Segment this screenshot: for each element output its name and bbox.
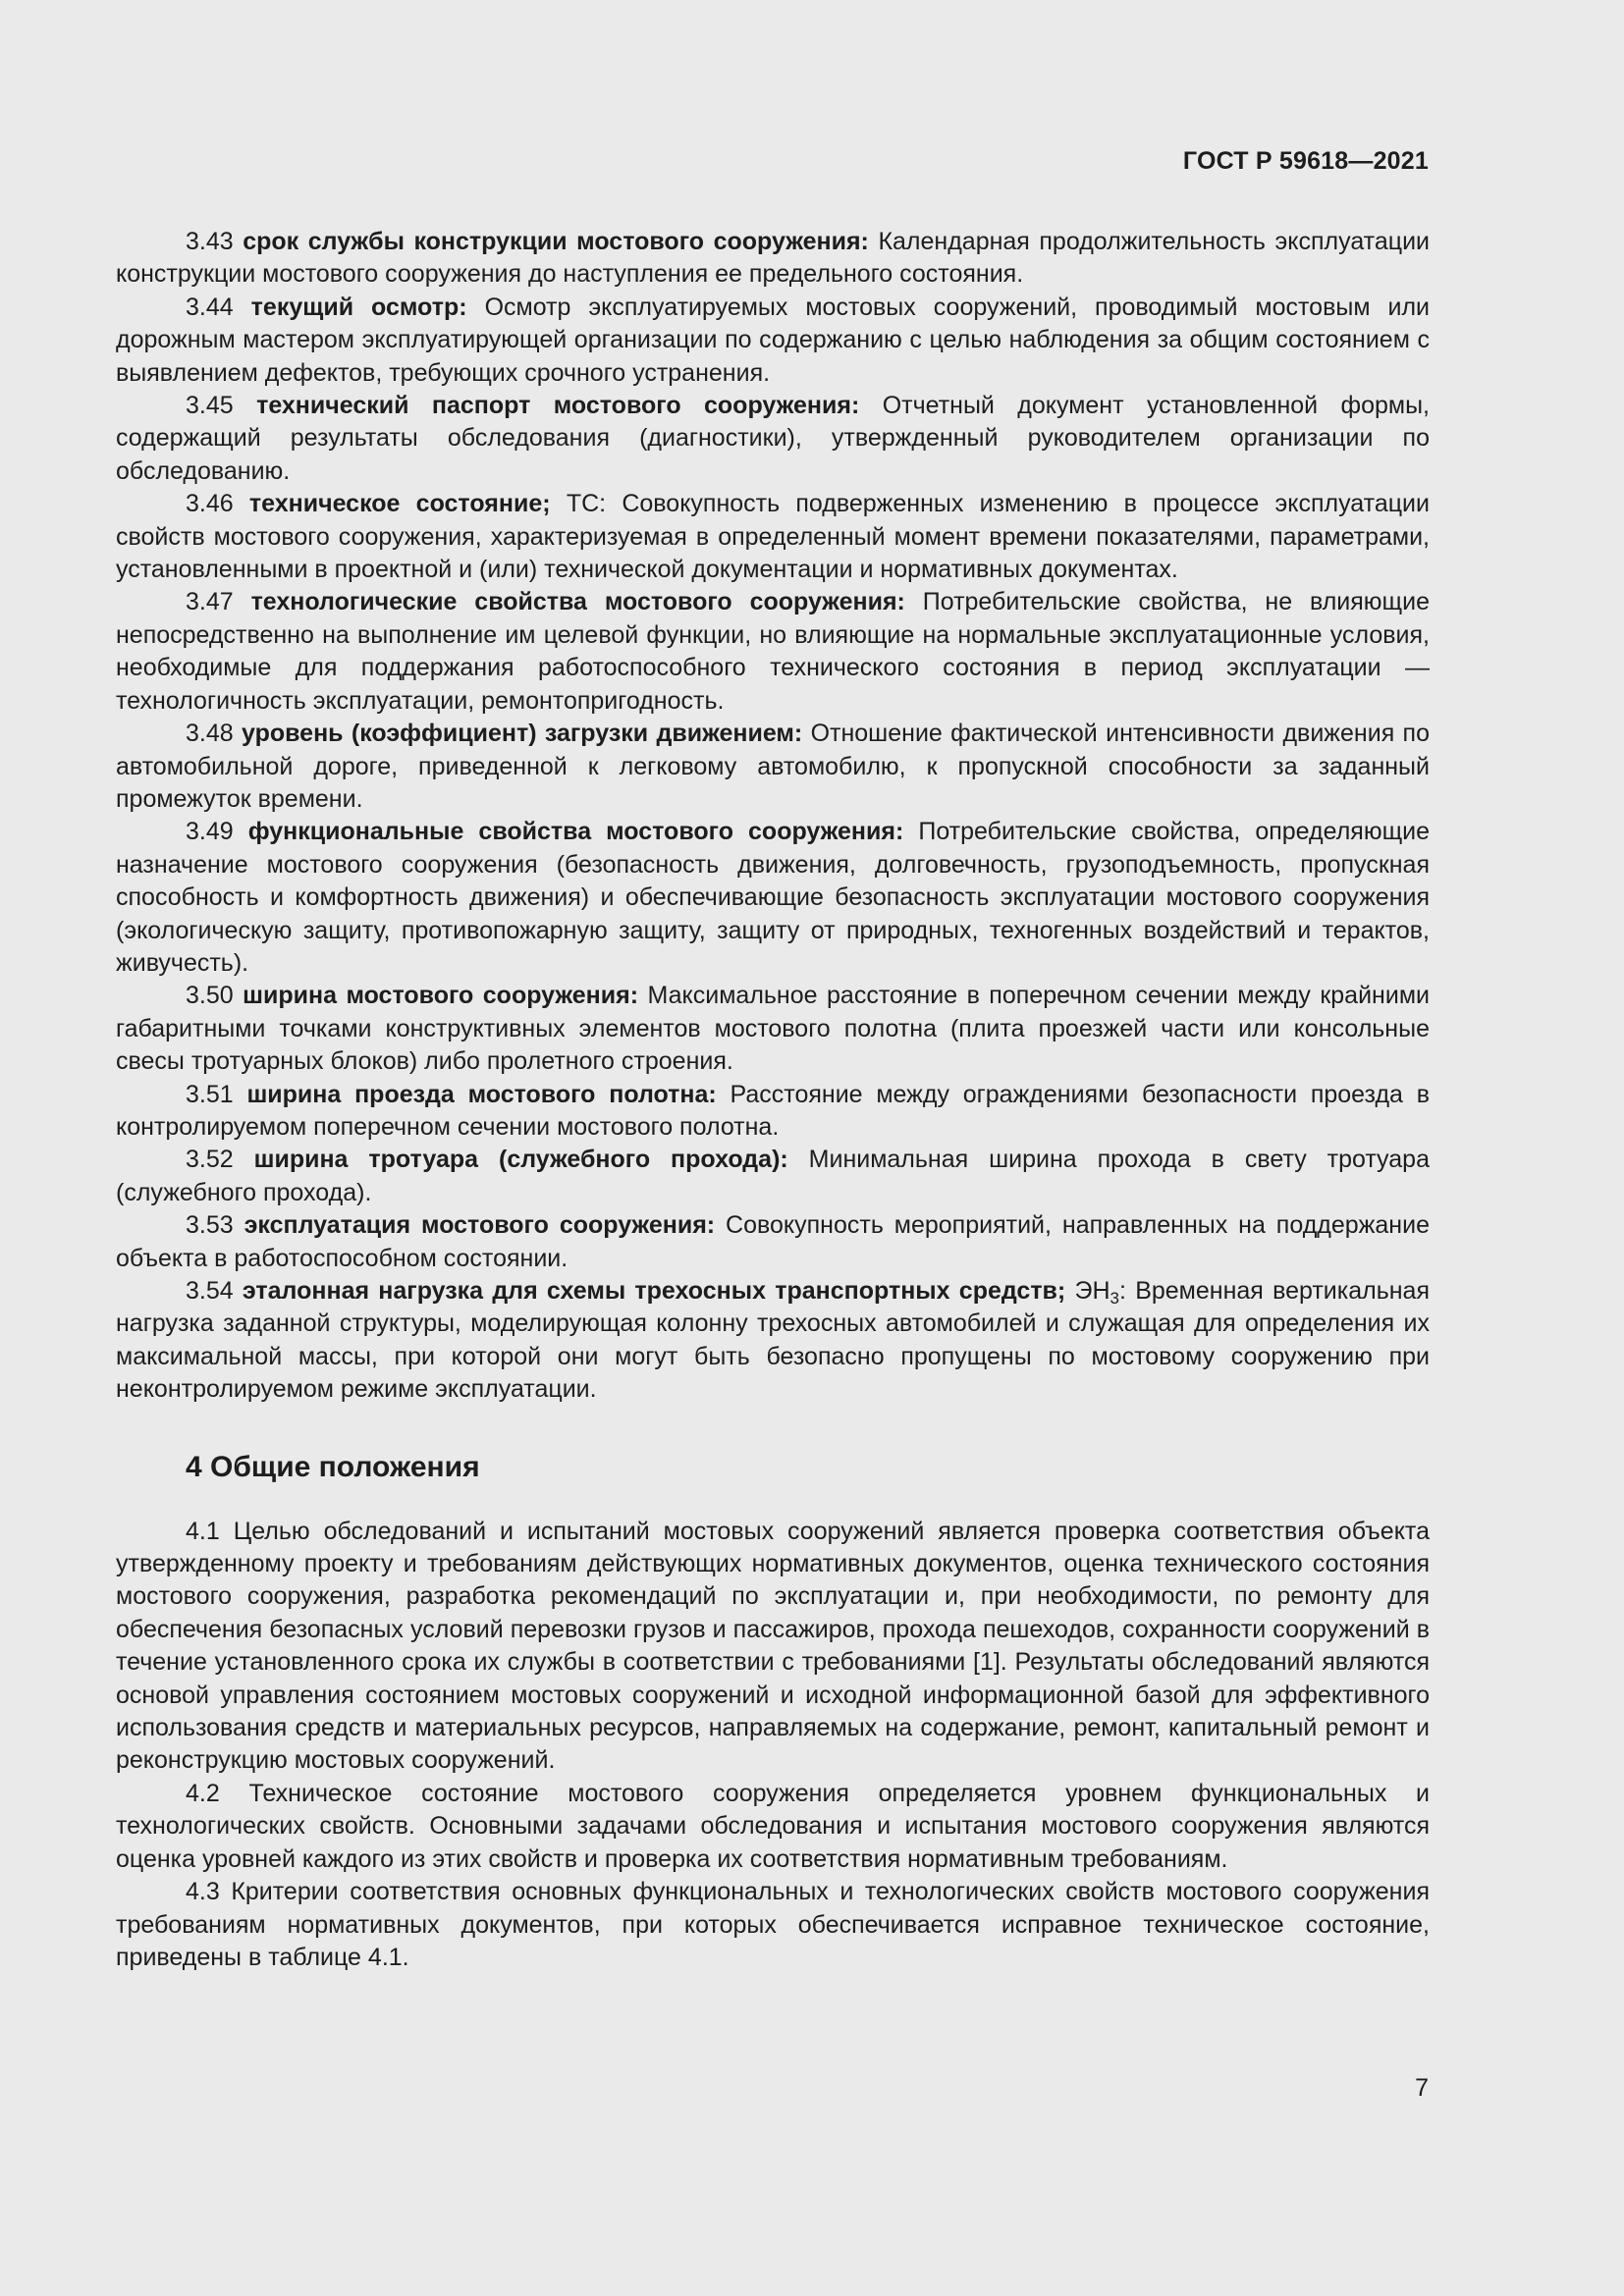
- definition-text: Расстояние между ограждениями безопасности проезда в контролируемом поперечном сечении мостового полотна.: [116, 1080, 1430, 1141]
- definition-term: уровень (коэффициент) загрузки движением:: [242, 720, 803, 748]
- definition-term: технический паспорт мостового сооружения:: [256, 392, 860, 420]
- definition-number: 3.49: [186, 818, 234, 846]
- section-paragraph: 4.2 Техническое состояние мостового сооружения определяется уровнем функциональных и технологических свойств. Основными задачами обследования и испытания мостового сооружения являются оценка уровней каждого из этих свойств и проверка их соответствия нормативным требованиям.: [116, 1779, 1430, 1873]
- definition-number: 3.47: [186, 588, 234, 616]
- definition-term: техническое состояние;: [248, 490, 551, 518]
- definition-text: Потребительские свойства, определяющие назначение мостового сооружения (безопасность движения, долговечность, грузоподъемность, пропускная способность и комфортность движения) и обеспечивающие безопасность эксплуатации мостового сооружения (экологическую защиту, противопожарную защиту, защиту от природных, техногенных воздействий и терактов, живучесть).: [116, 818, 1431, 977]
- definition-text: Максимальное расстояние в поперечном сечении между крайними габаритными точками конструктивных элементов мостового полотна (плита проезжей части или консольные свесы тротуарных блоков) либо пролетного строения.: [116, 982, 1430, 1076]
- definition-number: 3.43: [186, 228, 234, 255]
- definition-item: [116, 718, 1430, 816]
- abbreviation-subscript: 3: [1110, 1289, 1120, 1308]
- section-paragraph: 4.3 Критерии соответствия основных функциональных и технологических свойств мостового сооружения требованиям нормативных документов, при которых обеспечивается исправное техническое состояние, приведены в таблице 4.1.: [116, 1878, 1430, 1971]
- definitions-list: [116, 226, 1430, 1407]
- definition-text: Отчетный документ установленной формы, содержащий результаты обследования (диагностики), утвержденный руководителем организации по обследованию.: [116, 392, 1431, 485]
- definition-term: текущий осмотр:: [250, 293, 467, 321]
- definition-item: [116, 1209, 1430, 1275]
- definition-item: [116, 390, 1430, 488]
- definition-term: срок службы конструкции мостового сооружения:: [243, 228, 869, 255]
- section-paragraph: 4.1 Целью обследований и испытаний мостовых сооружений является проверка соответствия объекта утвержденному проекту и требованиям действующих нормативных документов, оценка технического состояния мостового сооружения, разработка рекомендаций по эксплуатации и, при необходимости, по ремонту для обеспечения безопасных условий перевозки грузов и пассажиров, прохода пешеходов, сохранности сооружений в течение установленного срока их службы в соответствии с требованиями [1]. Результаты обследований являются основой управления состоянием мостовых сооружений и исходной информационной базой для эффективного использования средств и материальных ресурсов, направляемых на содержание, ремонт, капитальный ремонт и реконструкцию мостовых сооружений.: [116, 1517, 1430, 1775]
- definition-text: Осмотр эксплуатируемых мостовых сооружений, проводимый мостовым или дорожным мастером эксплуатирующей организации по содержанию с целью наблюдения за общим состоянием с выявлением дефектов, требующих срочного устранения.: [116, 293, 1431, 387]
- definition-number: 3.51: [186, 1080, 234, 1108]
- definition-text: Совокупность мероприятий, направленных на поддержание объекта в работоспособном состоянии.: [116, 1211, 1430, 1272]
- section-title: 4 Общие положения: [186, 1450, 480, 1483]
- definition-text: Отношение фактической интенсивности движения по автомобильной дороге, приведенной к легковому автомобилю, к пропускной способности за заданный промежуток времени.: [116, 720, 1430, 813]
- definition-item: [116, 1079, 1430, 1145]
- definition-item: 3.54 эталонная нагрузка для схемы трехосных транспортных средств; $ЭН_3$: Временная вертикальная нагрузка заданной структуры, моделирующая колонну трехосных автомобилей и служащая для определения их максимальной массы, при которой они могут быть безопасно пропущены по мостовому сооружению при неконтролируемом режиме эксплуатации.: [116, 1277, 1430, 1404]
- definition-item: [116, 980, 1430, 1078]
- definition-text: Совокупность подверженных изменению в процессе эксплуатации свойств мостового сооружения, характеризуемая в определенный момент времени показателями, параметрами, установленными в проектной и (или) технической документации и нормативных документах.: [116, 490, 1430, 584]
- definition-number: 3.52: [186, 1146, 234, 1174]
- definition-text: Календарная продолжительность эксплуатации конструкции мостового сооружения до наступления ее предельного состояния.: [116, 228, 1430, 289]
- definition-item: [116, 226, 1430, 292]
- page-number: 7: [1415, 2074, 1429, 2102]
- definition-item: [116, 1144, 1430, 1209]
- section-body: [116, 1516, 1430, 1975]
- definition-number: 3.48: [186, 720, 234, 748]
- definition-term: эксплуатация мостового сооружения:: [244, 1211, 716, 1240]
- definition-term: технологические свойства мостового сооружения:: [250, 588, 905, 616]
- definition-term: ширина тротуара (служебного прохода):: [253, 1146, 788, 1174]
- definition-number: 3.50: [186, 982, 234, 1010]
- definition-term: ширина мостового сооружения:: [243, 982, 639, 1010]
- definition-text: Минимальная ширина прохода в свету тротуара (служебного прохода).: [116, 1146, 1430, 1206]
- page-content: [116, 226, 1430, 1974]
- definition-number: 3.54: [186, 1277, 234, 1305]
- definition-item: [116, 292, 1430, 390]
- definition-term: эталонная нагрузка для схемы трехосных транспортных средств;: [242, 1277, 1066, 1305]
- definition-number: 3.44: [186, 293, 234, 321]
- definition-text: Временная вертикальная нагрузка заданной структуры, моделирующая колонну трехосных автомобилей и служащая для определения их максимальной массы, при которой они могут быть безопасно пропущены по мостовому сооружению при неконтролируемом режиме эксплуатации.: [116, 1277, 1430, 1404]
- definition-number: 3.46: [186, 490, 234, 518]
- definition-item: [116, 816, 1430, 980]
- definition-item: [116, 586, 1430, 718]
- definition-term: ширина проезда мостового полотна:: [246, 1080, 717, 1108]
- definition-item: 3.46 техническое состояние; ТС: Совокупность подверженных изменению в процессе эксплуатации свойств мостового сооружения, характеризуемая в определенный момент времени показателями, параметрами, установленными в проектной и (или) технической документации и нормативных документах.: [116, 490, 1430, 584]
- definition-term: функциональные свойства мостового сооружения:: [247, 818, 904, 846]
- definition-abbreviation: ТС: [566, 490, 600, 518]
- definition-abbreviation: ЭН: [1074, 1277, 1110, 1305]
- definition-number: 3.45: [186, 392, 234, 420]
- document-header: ГОСТ Р 59618—2021: [1182, 147, 1429, 175]
- definition-number: 3.53: [186, 1211, 234, 1240]
- definition-text: Потребительские свойства, не влияющие непосредственно на выполнение им целевой функции, но влияющие на нормальные эксплуатационные условия, необходимые для поддержания работоспособного технического состояния в период эксплуатации — технологичность эксплуатации, ремонтопригодность.: [116, 588, 1430, 715]
